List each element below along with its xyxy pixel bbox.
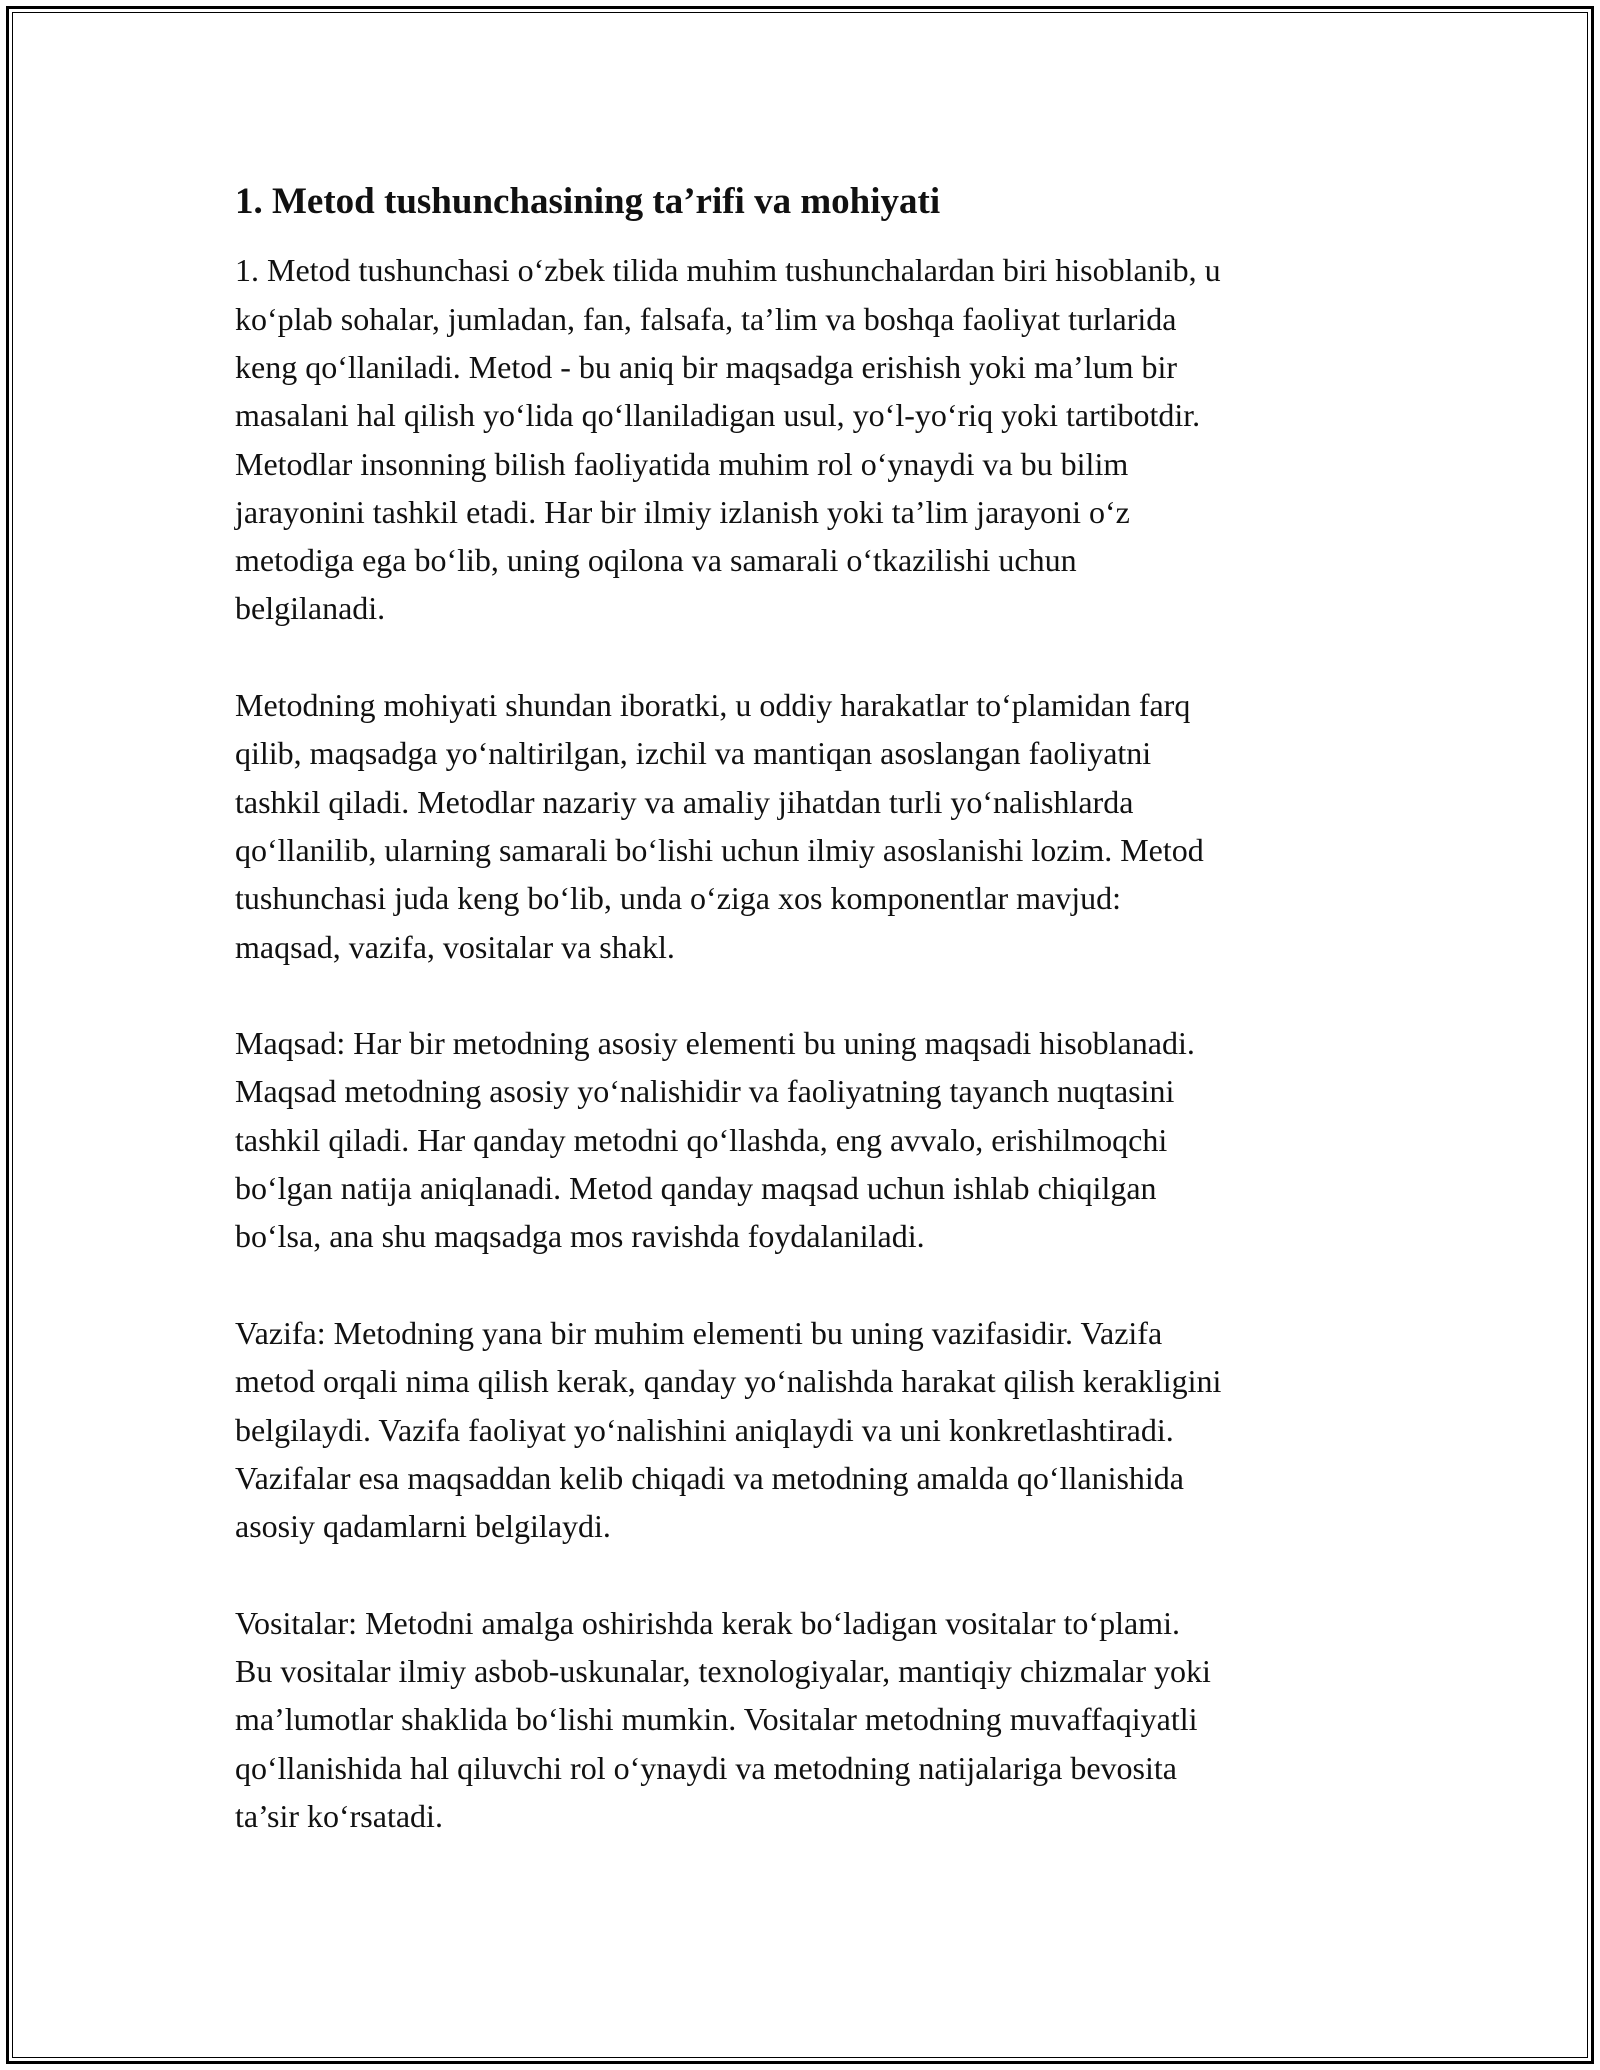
paragraph-task: Vazifa: Metodning yana bir muhim elementi bu uning vazifasidir. Vazifa metod orqali nima qilish kerak, qanday yo‘nalishda harakat qilish kerakligini belgilaydi. Vazifa faoliyat yo‘nalishini aniqlaydi va uni konkretlashtiradi. Vazifalar esa maqsaddan kelib chiqadi va metodning amalda qo‘llanishida asosiy qadamlarni belgilaydi. (235, 1314, 1222, 1545)
paragraph-tools: Vositalar: Metodni amalga oshirishda kerak bo‘ladigan vositalar to‘plami. Bu vositalar ilmiy asbob-uskunalar, texnologiyalar, mantiqiy chizmalar yoki ma’lumotlar shaklida bo‘lishi mumkin. Vositalar metodning muvaffaqiyatli qo‘llanishida hal qiluvchi rol o‘ynaydi va metodning natijalariga bevosita ta’sir ko‘rsatadi. (235, 1604, 1211, 1834)
paragraph-definition: 1. Metod tushunchasi o‘zbek tilida muhim tushunchalardan biri hisoblanib, u ko‘plab sohalar, jumladan, fan, falsafa, ta’lim va boshqa faoliyat turlarida keng qo‘llaniladi. Metod - bu aniq bir maqsadga erishish yoki ma’lum bir masalani hal qilish yo‘lida qo‘llaniladigan usul, yo‘l-yo‘riq yoki tartibotdir. Metodlar insonning bilish faoliyatida muhim rol o‘ynaydi va bu bilim jarayonini tashkil etadi. Har bir ilmiy izlanish yoki ta’lim jarayoni o‘z metodiga ega bo‘lib, uning oqilona va samarali o‘tkazilishi uchun belgilanadi. (235, 252, 1221, 627)
paragraph-essence: Metodning mohiyati shundan iboratki, u oddiy harakatlar to‘plamidan farq qilib, maqsadga yo‘naltirilgan, izchil va mantiqan asoslangan faoliyatni tashkil qiladi. Metodlar nazariy va amaliy jihatdan turli yo‘nalishlarda qo‘llanilib, ularning samarali bo‘lishi uchun ilmiy asoslanishi lozim. Metod tushunchasi juda keng bo‘lib, unda o‘ziga xos komponentlar mavjud: maqsad, vazifa, vositalar va shakl. (235, 687, 1204, 965)
document-body (235, 180, 1385, 1888)
paragraph-goal: Maqsad: Har bir metodning asosiy elementi bu uning maqsadi hisoblanadi. Maqsad metodning asosiy yo‘nalishidir va faoliyatning tayanch nuqtasini tashkil qiladi. Har qanday metodni qo‘llashda, eng avvalo, erishilmoqchi bo‘lgan natija aniqlanadi. Metod qanday maqsad uchun ishlab chiqilgan bo‘lsa, ana shu maqsadga mos ravishda foydalaniladi. (235, 1025, 1195, 1255)
page-title: 1. Metod tushunchasining ta’rifi va mohiyati (235, 181, 941, 222)
